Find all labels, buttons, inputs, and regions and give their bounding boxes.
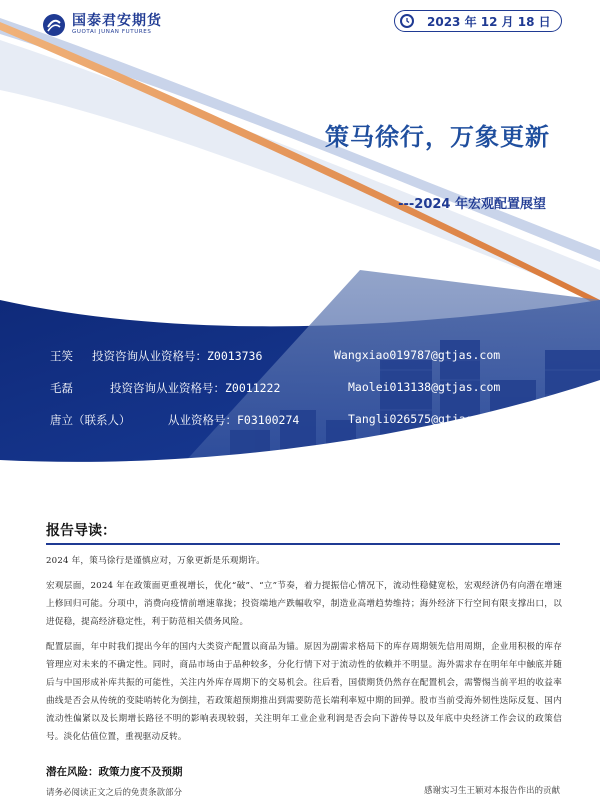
author-name: 毛磊 (50, 381, 73, 395)
report-date: 2023 年 12 月 18 日 (427, 14, 551, 29)
guide-paragraph-1: 2024 年，策马徐行是谨慎应对，万象更新是乐观期许。 (46, 556, 266, 566)
author-cert: 从业资格号：F03100274 (168, 413, 300, 427)
author-row (50, 380, 570, 412)
risk-warning: 潜在风险：政策力度不及预期 (46, 766, 183, 778)
report-title: 策马徐行，万象更新 (325, 123, 550, 151)
logo-cn-text: 国泰君安期货 (72, 13, 162, 29)
guide-divider (46, 543, 560, 545)
guide-heading: 报告导读： (46, 523, 116, 539)
report-date-badge (394, 10, 562, 32)
acknowledgement-note: 感谢实习生王颖对本报告作出的贡献 (423, 786, 560, 796)
author-cert: 投资咨询从业资格号：Z0013736 (92, 349, 263, 363)
author-row (50, 412, 570, 444)
guide-paragraph-3: 配置层面，年中时我们提出今年的国内大类资产配置以商品为锚。原因为副需求格局下的库存周期领先信用周期，企业用积极的库存管理应对未来的不确定性。同时，商品市场由于品种较多，分化行情下对于流动性的依赖并不明显。海外需求存在明年年中触底并随后与中国形成补库共振的可能性，关注内外库存周期下的交易机会。往后看，国债期货仍然存在配置机会，需警惕当前平坦的收益率曲线是否会从传统的变陡哨转化为倒挂，若政策超预期推出到需要防范长端利率短中期的回弹。股市当前受海外韧性迭际反复、国内流动性偏紧以及长期增长路径不明的影响表现较弱，关注明年工业企业利润是否会向下游传导以及年底中央经济工作会议的政策信号。淡化估值位置，重视驱动反转。 (46, 642, 562, 742)
author-row (50, 348, 570, 380)
clock-icon (399, 13, 415, 29)
author-email[interactable]: Wangxiao019787@gtjas.com (334, 348, 501, 362)
logo-en-text: GUOTAI JUNAN FUTURES (72, 29, 152, 35)
author-name: 王笑 (50, 349, 73, 363)
author-email[interactable]: Maolei013138@gtjas.com (348, 380, 501, 394)
author-list (50, 348, 570, 444)
author-cert: 投资咨询从业资格号：Z0011222 (110, 381, 281, 395)
company-logo (42, 12, 162, 38)
logo-emblem-icon (42, 13, 66, 37)
disclaimer-note: 请务必阅读正文之后的免责条款部分 (46, 788, 183, 798)
author-name: 唐立（联系人） (50, 413, 131, 427)
report-subtitle: ---2024 年宏观配置展望 (398, 197, 546, 212)
guide-paragraph-2: 宏观层面，2024 年在政策面更重视增长，优化“破”、“立”节奏，着力提振信心情况下，流动性稳健宽松，宏观经济仍有向潜在增速上修回归可能。分项中，消费向疫情前增速靠拢；投资端地产跌幅收窄，制造业高增趋势维持；海外经济下行空间有限支撑出口，以进促稳，提高经济稳定性，利于防范相关债务风险。 (46, 581, 562, 627)
author-email[interactable]: Tangli026575@gtjas.com (348, 412, 501, 426)
